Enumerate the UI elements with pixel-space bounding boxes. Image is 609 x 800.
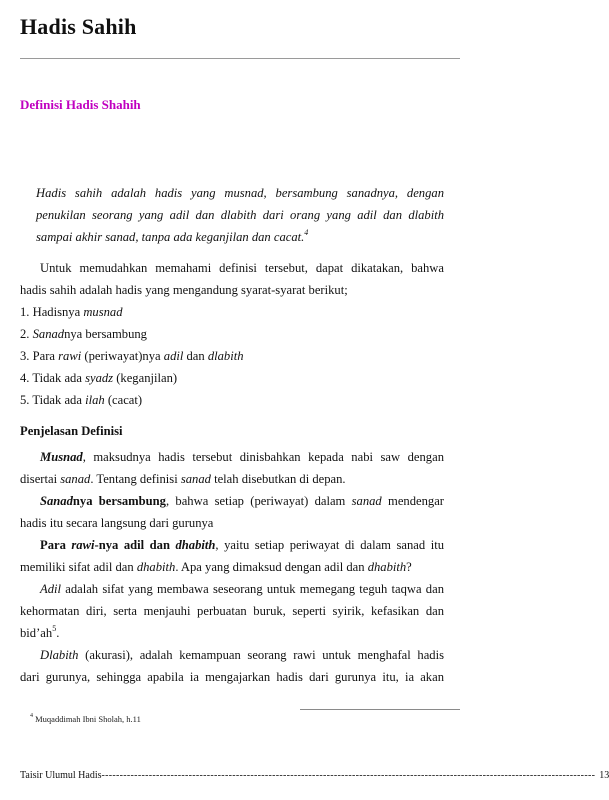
quote-line-1: Hadis sahih adalah hadis yang musnad, bersambung sanadnya, dengan [36,186,444,200]
footnote-number: 4 [30,713,33,720]
list-item: 4. Tidak ada syadz (keganjilan) [20,371,178,385]
requirements-list [20,301,244,411]
rawi-line-2: memiliki sifat adil dan dhabith. Apa yang dimaksud dengan adil dan dhabith? [20,560,412,574]
footnote-divider [300,709,460,710]
footer-book-title: Taisir Ulumul Hadis [20,770,102,781]
quote-line-2: penukilan seorang yang adil dan dlabith dari orang yang adil dan dlabith [36,208,444,222]
page-number: 13 [599,770,609,781]
sanad-line-1: Sanadnya bersambung, bahwa setiap (periwayat) dalam sanad mendengar [40,494,444,508]
list-item: 2. Sanadnya bersambung [20,327,147,341]
list-item: 3. Para rawi (periwayat)nya adil dan dlabith [20,349,244,363]
quote-line-3 [36,226,444,248]
intro-line-1: Untuk memudahkan memahami definisi tersebut, dapat dikatakan, bahwa [40,261,444,275]
footnote-ref-5: 5 [52,623,57,633]
sanad-line-2: hadis itu secara langsung dari gurunya [20,516,214,530]
dlabith-line-1: Dlabith (akurasi), adalah kemampuan seorang rawi untuk menghafal hadis [40,648,444,662]
title-divider [20,58,460,59]
adil-line-1: Adil adalah sifat yang membawa seseorang untuk memegang teguh taqwa dan [40,582,444,596]
musnad-line-2: disertai sanad. Tentang definisi sanad telah disebutkan di depan. [20,472,346,486]
list-item: 1. Hadisnya musnad [20,305,123,319]
definition-quote [36,182,444,248]
intro-paragraph [20,257,444,301]
rawi-line-1: Para rawi-nya adil dan dhabith, yaitu setiap periwayat di dalam sanad itu [40,538,444,552]
dlabith-line-2: dari gurunya, sehingga apabila ia mengajarkan hadis dari gurunya itu, ia akan [20,670,444,684]
page-title: Hadis Sahih [20,14,137,39]
section-subtitle: Definisi Hadis Shahih [20,97,141,112]
adil-line-3: $bid’ah^5$. [20,623,60,640]
musnad-line-1: Musnad, maksudnya hadis tersebut dinisbahkan kepada nabi saw dengan [40,450,444,464]
footnote-text: Muqaddimah Ibni Sholah, h.11 [33,714,141,724]
intro-line-2: hadis sahih adalah hadis yang mengandung syarat-syarat berikut; [20,283,348,297]
adil-line-2: kehormatan diri, serta menjauhi perbuatan buruk, seperti syirik, kefasikan dan [20,604,444,618]
footnote [30,714,141,724]
footer-leader: ---------------------------------------------------------------------------------------------------------------------------------------- [101,770,596,781]
page-footer [20,770,609,781]
section-heading: Penjelasan Definisi [20,424,123,438]
quote-line-3-text: sampai akhir sanad, tanpa ada keganjilan dan cacat. [36,230,305,244]
footnote-ref-4: 4 [304,227,309,237]
list-item: 5. Tidak ada ilah (cacat) [20,393,143,407]
explanation-body [20,446,444,688]
